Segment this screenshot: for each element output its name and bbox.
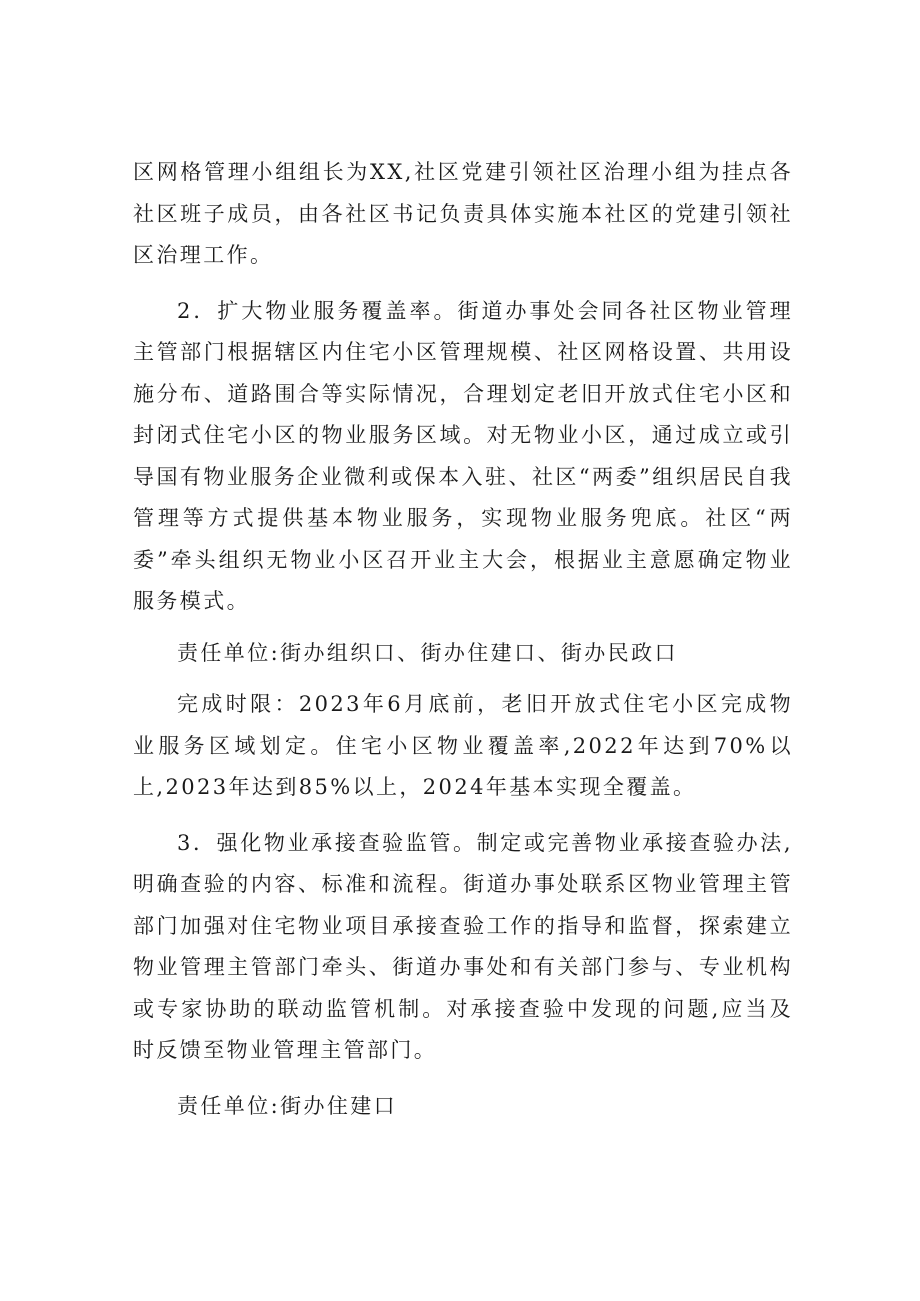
- paragraph-responsible-units-1: 责任单位:街办组织口、街办住建口、街办民政口: [177, 640, 678, 665]
- paragraph-responsible-units-2: 责任单位:街办住建口: [177, 1093, 398, 1118]
- paragraph-committee-continuation: 区网格管理小组组长为XX,社区党建引领社区治理小组为挂点各社区班子成员，由各社区书记负责具体实施本社区的党建引领社区治理工作。: [133, 160, 793, 267]
- paragraph-item-2-property-coverage: 2．扩大物业服务覆盖率。街道办事处会同各社区物业管理主管部门根据辖区内住宅小区管理规模、社区网格设置、共用设施分布、道路围合等实际情况，合理划定老旧开放式住宅小区和封闭式住宅小区的物业服务区域。对无物业小区，通过成立或引导国有物业服务企业微利或保本入驻、社区“两委”组织居民自我管理等方式提供基本物业服务，实现物业服务兜底。社区“两委”牵头组织无物业小区召开业主大会，根据业主意愿确定物业服务模式。: [133, 298, 793, 613]
- paragraph-deadline: 完成时限：2023年6月底前，老旧开放式住宅小区完成物业服务区域划定。住宅小区物业覆盖率,2022年达到70%以上,2023年达到85%以上，2024年基本实现全覆盖。: [133, 692, 793, 799]
- document-body: [133, 152, 793, 1127]
- paragraph-item-3-inspection: 3．强化物业承接查验监管。制定或完善物业承接查验办法,明确查验的内容、标准和流程。街道办事处联系区物业管理主管部门加强对住宅物业项目承接查验工作的指导和监督，探索建立物业管理主管部门牵头、街道办事处和有关部门参与、专业机构或专家协助的联动监管机制。对承接查验中发现的问题,应当及时反馈至物业管理主管部门。: [133, 830, 793, 1062]
